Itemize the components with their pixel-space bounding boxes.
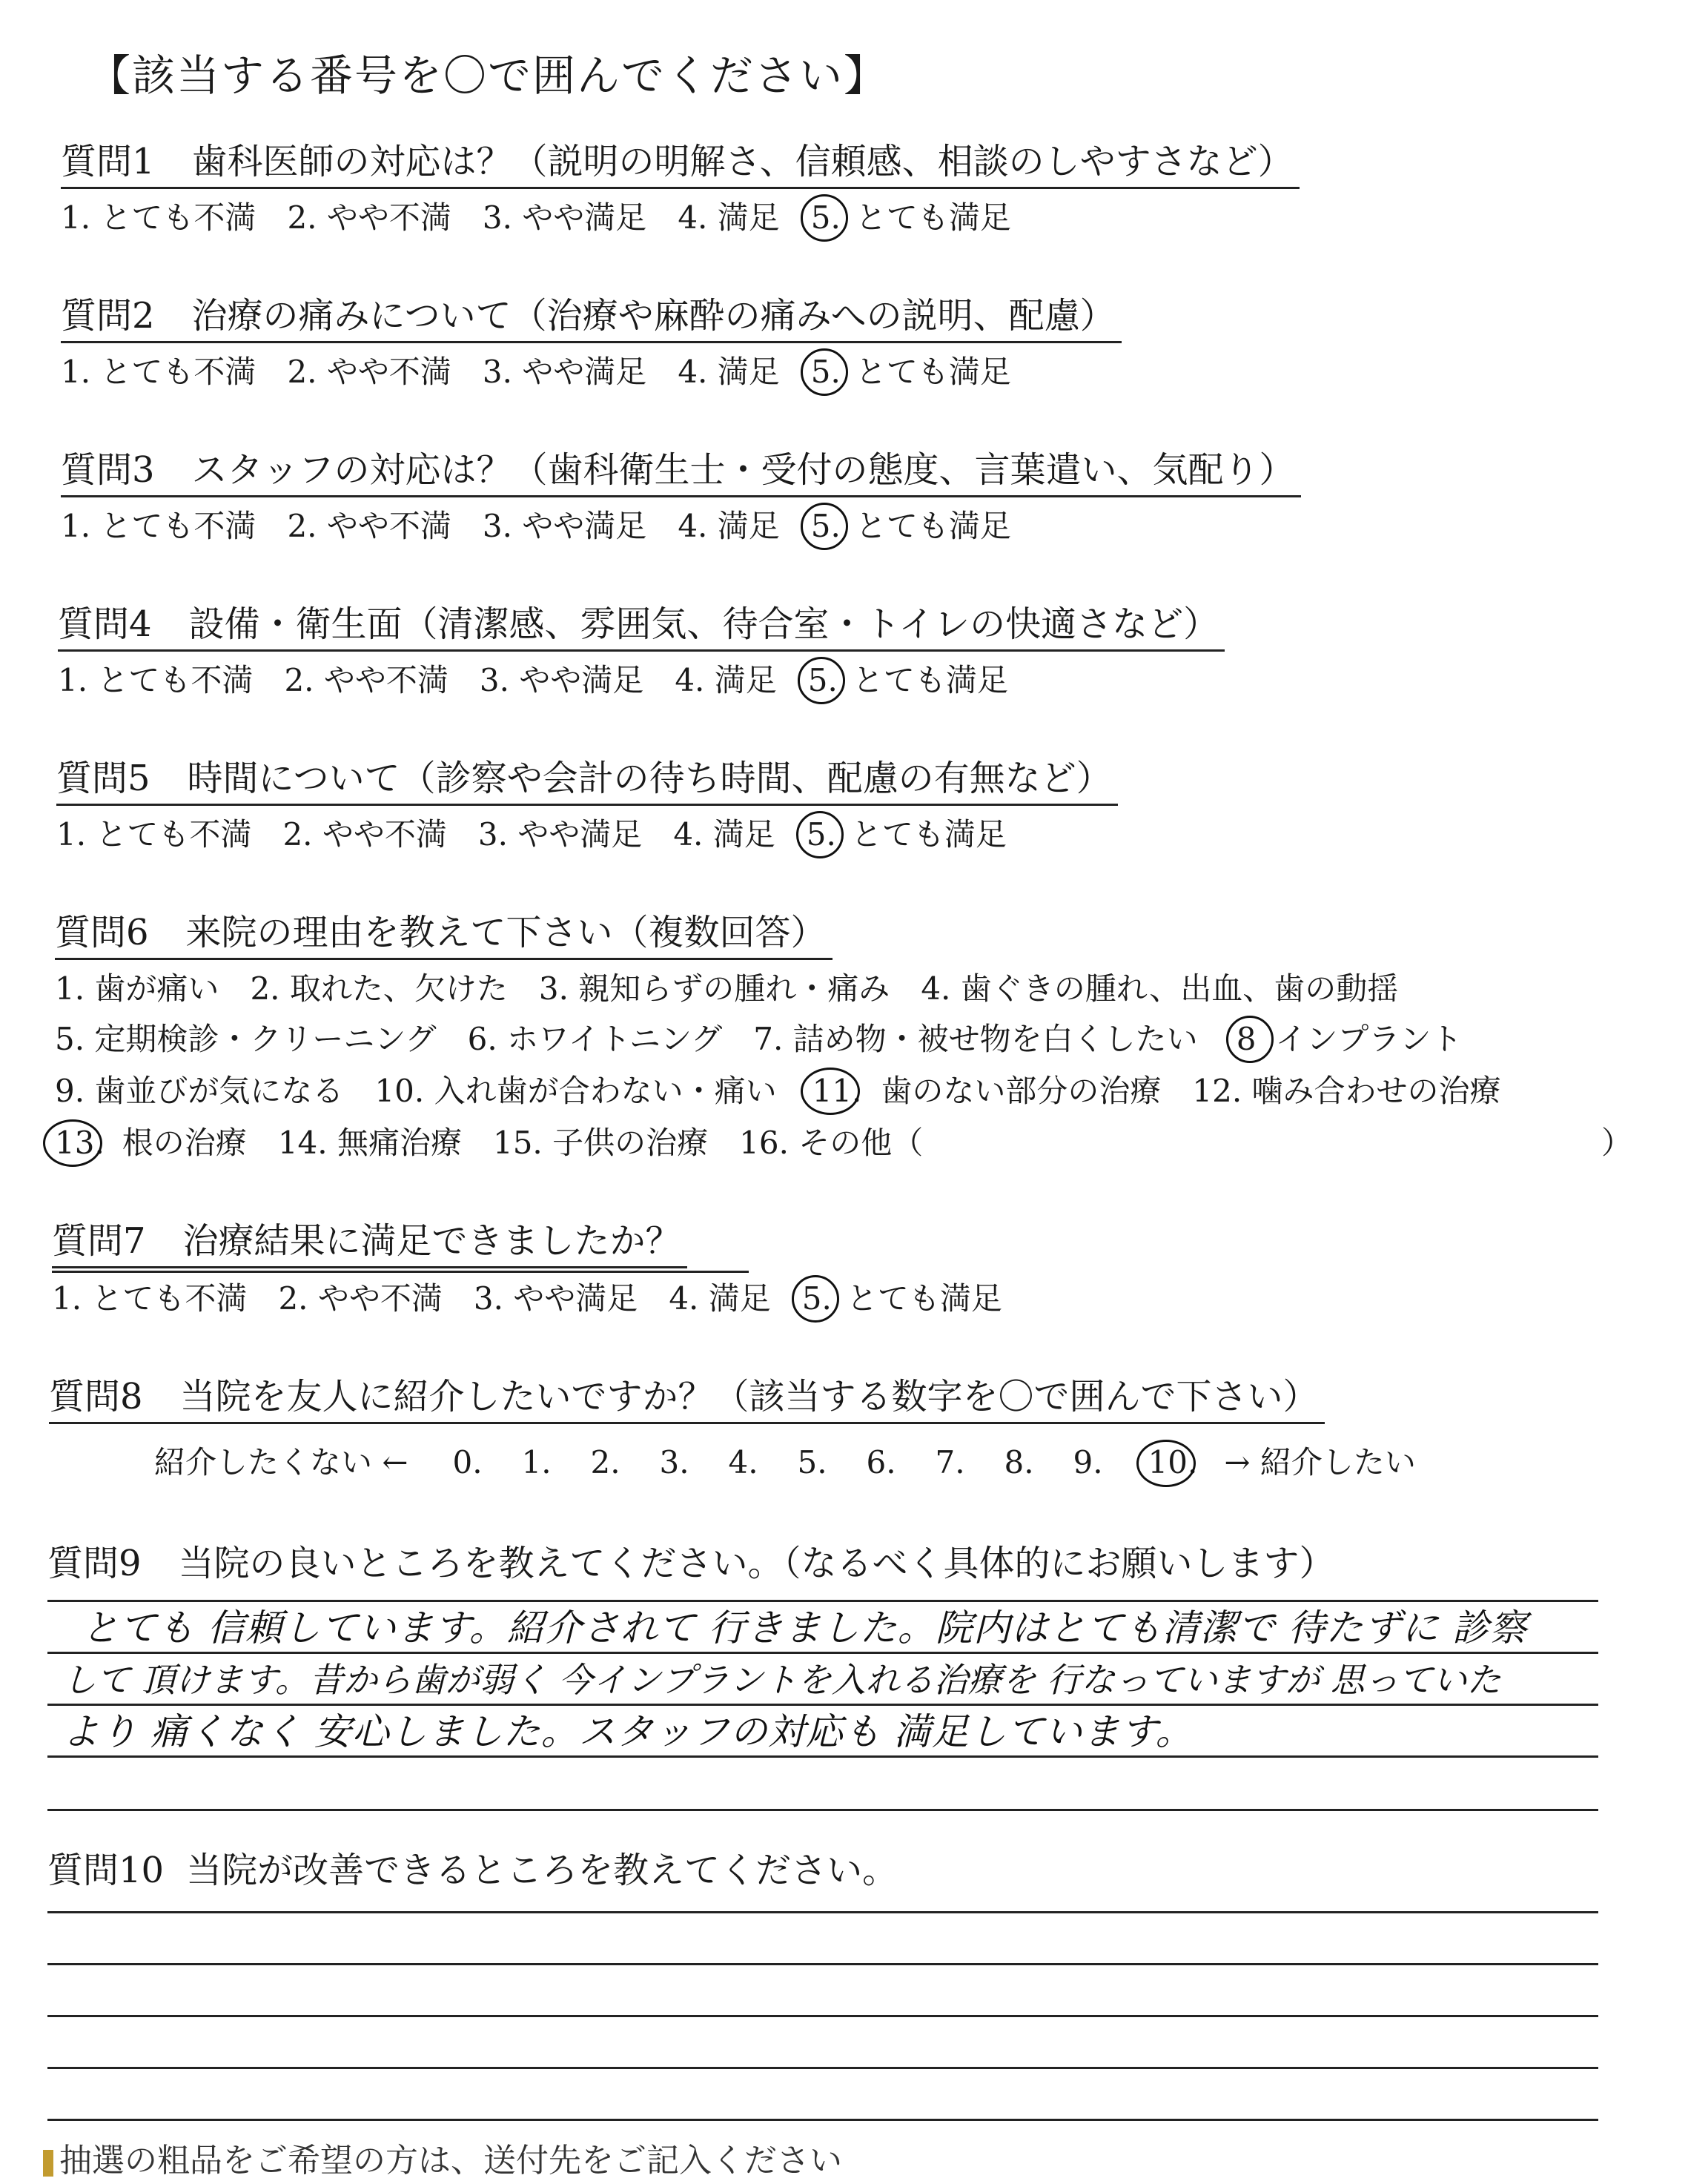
reason-11-label: 歯のない部分の治療 [881,1073,1162,1109]
option-5-circled[interactable]: 5. [810,508,841,544]
option-2[interactable]: 2. やや不満 [287,508,451,544]
question-6-row-2 [55,1020,1493,1059]
scale-left-label: 紹介したくない ← [154,1444,408,1480]
option-3[interactable]: 3. やや満足 [477,816,643,853]
question-4-options [58,661,1039,700]
reason-12[interactable]: 12. 噛み合わせの治療 [1192,1073,1501,1109]
question-5-options [56,815,1038,854]
option-5-label: とても満足 [855,199,1011,236]
option-1[interactable]: 1. とても不満 [61,199,256,236]
reason-1[interactable]: 1. 歯が痛い [55,970,219,1007]
option-4[interactable]: 4. 満足 [675,662,777,698]
scale-8[interactable]: 8. [1004,1444,1034,1480]
question-3-label: 質問3 [61,449,155,491]
question-2-text: 治療の痛みについて（治療や麻酔の痛みへの説明、配慮） [191,295,1116,337]
question-10-text: 当院が改善できるところを教えてください。 [186,1850,898,1891]
option-3[interactable]: 3. やや満足 [482,354,647,390]
scale-7[interactable]: 7. [935,1444,965,1480]
question-7 [52,1220,687,1268]
question-6 [55,912,833,960]
reason-8-label: インプラント [1275,1021,1463,1057]
question-2-label: 質問2 [61,295,155,337]
question-8-text: 当院を友人に紹介したいですか？（該当する数字を〇で囲んで下さい） [179,1376,1319,1417]
answer-line [47,1809,1598,1811]
question-6-text: 来院の理由を教えて下さい（複数回答） [185,912,827,953]
option-4[interactable]: 4. 満足 [678,508,780,544]
option-4[interactable]: 4. 満足 [678,199,780,236]
option-5-circled[interactable]: 5. [806,816,836,853]
option-1[interactable]: 1. とても不満 [58,662,254,698]
question-10-label: 質問10 [47,1850,165,1891]
question-4-label: 質問4 [58,603,152,645]
reason-10[interactable]: 10. 入れ歯が合わない・痛い [374,1073,777,1109]
answer-line [47,1911,1598,1913]
question-6-label: 質問6 [55,912,149,953]
scale-6[interactable]: 6. [866,1444,896,1480]
reason-4[interactable]: 4. 歯ぐきの腫れ、出血、歯の動揺 [921,970,1399,1007]
scale-10-circled[interactable]: 10. [1148,1444,1198,1480]
option-1[interactable]: 1. とても不満 [56,816,252,853]
question-6-row-4 [55,1124,954,1162]
reason-14[interactable]: 14. 無痛治療 [277,1125,462,1161]
scale-1[interactable]: 1. [521,1444,552,1480]
reason-13-circled[interactable]: 13. [55,1125,105,1161]
option-5-label: とても満足 [850,816,1007,853]
option-5-label: とても満足 [852,662,1008,698]
option-5-circled[interactable]: 5. [810,199,841,236]
question-1-text: 歯科医師の対応は？（説明の明解さ、信頼感、相談のしやすさなど） [191,141,1294,182]
question-3-options [61,507,1042,546]
question-10 [47,1841,898,1893]
scale-0[interactable]: 0. [452,1444,483,1480]
question-2 [61,295,1122,343]
reason-15[interactable]: 15. 子供の治療 [492,1125,709,1161]
question-4-text: 設備・衛生面（清潔感、雰囲気、待合室・トイレの快適さなど） [188,603,1219,645]
scale-4[interactable]: 4. [728,1444,758,1480]
answer-line [47,1704,1598,1706]
reason-7[interactable]: 7. 詰め物・被せ物を白くしたい [753,1021,1198,1057]
question-3 [61,449,1301,497]
reason-16[interactable]: 16. その他（ [739,1125,924,1161]
question-5 [56,758,1118,806]
question-3-text: スタッフの対応は？（歯科衛生士・受付の態度、言葉遣い、気配り） [191,449,1295,491]
option-4[interactable]: 4. 満足 [678,354,780,390]
option-1[interactable]: 1. とても不満 [52,1280,248,1317]
scale-3[interactable]: 3. [659,1444,689,1480]
option-3[interactable]: 3. やや満足 [482,199,647,236]
question-6-row-1 [55,970,1429,1008]
reason-2[interactable]: 2. 取れた、欠けた [250,970,508,1007]
option-4[interactable]: 4. 満足 [673,816,775,853]
question-9-text: 当院の良いところを教えてください。（なるべく具体的にお願いします） [178,1543,1335,1584]
question-8-label: 質問8 [49,1376,143,1417]
question-7-text: 治療結果に満足できましたか？ [182,1220,681,1262]
option-5-circled[interactable]: 5. [801,1280,832,1317]
option-5-label: とても満足 [846,1280,1002,1317]
question-9-label: 質問9 [47,1543,142,1584]
question-6-row-3 [55,1072,1532,1111]
question-5-label: 質問5 [56,758,150,799]
question-5-text: 時間について（診察や会計の待ち時間、配慮の有無など） [187,758,1112,799]
question-9 [47,1535,1335,1586]
option-2[interactable]: 2. やや不満 [287,199,451,236]
question-7-options [52,1280,1033,1318]
recommend-scale [154,1438,1416,1483]
option-5-circled[interactable]: 5. [807,662,838,698]
question-7-label: 質問7 [52,1220,146,1262]
option-4[interactable]: 4. 満足 [669,1280,771,1317]
page-title: 【該当する番号を〇で囲んでください】 [87,50,889,101]
answer-line [47,2015,1598,2017]
answer-line [47,2119,1598,2121]
option-2[interactable]: 2. やや不満 [287,354,451,390]
option-1[interactable]: 1. とても不満 [61,354,256,390]
q9-answer-line-2: して 頂けます。昔から歯が弱く 今インプラントを入れる治療を 行なっていますが 思っていた [62,1660,1501,1700]
highlight-mark-icon [43,2150,53,2177]
scale-right-label: → 紹介したい [1224,1444,1416,1480]
footer-note [43,2134,842,2181]
option-3[interactable]: 3. やや満足 [482,508,647,544]
question-7-underline [52,1271,749,1273]
answer-line [47,2067,1598,2069]
scale-5[interactable]: 5. [797,1444,827,1480]
footer-text: 抽選の粗品をご希望の方は、送付先をご記入ください [59,2142,842,2180]
scale-2[interactable]: 2. [590,1444,620,1480]
question-8 [49,1376,1325,1424]
scale-9[interactable]: 9. [1073,1444,1103,1480]
question-4 [58,603,1225,652]
question-1-options [61,199,1042,237]
reason-5[interactable]: 5. 定期検診・クリーニング [55,1021,437,1057]
reason-13-label: 根の治療 [122,1125,247,1161]
q9-answer-line-3: より 痛くなく 安心しました。スタッフの対応も 満足しています。 [62,1710,1194,1753]
option-5-label: とても満足 [855,508,1011,544]
reason-3[interactable]: 3. 親知らずの腫れ・痛み [538,970,890,1007]
answer-line [47,1963,1598,1965]
option-5-circled[interactable]: 5. [810,354,841,390]
question-1-label: 質問1 [61,141,155,182]
question-1 [61,141,1300,189]
reason-16-close: ） [1601,1125,1633,1161]
option-3[interactable]: 3. やや満足 [479,662,644,698]
answer-line [47,1755,1598,1758]
option-2[interactable]: 2. やや不満 [282,816,447,853]
reason-9[interactable]: 9. 歯並びが気になる [55,1073,344,1109]
q9-answer-line-1: とても 信頼しています。紹介されて 行きました。院内はとても清潔で 待たずに 診察 [82,1606,1528,1649]
reason-11-circled[interactable]: 11. [812,1073,862,1109]
answer-line [47,1600,1598,1602]
option-2[interactable]: 2. やや不満 [284,662,448,698]
option-2[interactable]: 2. やや不満 [278,1280,443,1317]
option-1[interactable]: 1. とても不満 [61,508,256,544]
reason-6[interactable]: 6. ホワイトニング [467,1021,723,1057]
option-3[interactable]: 3. やや満足 [473,1280,638,1317]
reason-8-circled[interactable]: 8 [1236,1021,1257,1057]
answer-line [47,1652,1598,1654]
option-5-label: とても満足 [855,354,1011,390]
question-2-options [61,353,1042,391]
